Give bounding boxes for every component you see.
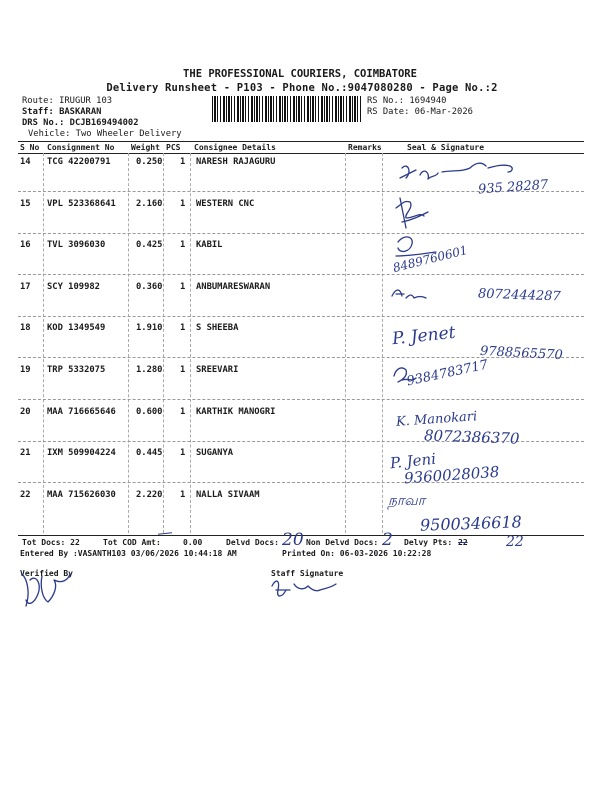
- row-consignee: KARTHIK MANOGRI: [196, 407, 276, 417]
- hw-phone-14: 935 28287: [477, 177, 549, 198]
- pts-struck: 22: [458, 538, 468, 547]
- row-sno: 20: [20, 407, 31, 417]
- verified-signature: [22, 574, 70, 606]
- row-sno: 14: [20, 157, 31, 167]
- row-weight: 2.160: [136, 199, 163, 209]
- row-pcs: 1: [180, 157, 186, 167]
- row-sno: 16: [20, 240, 31, 250]
- tot-cod-label: Tot COD Amt:: [103, 538, 161, 547]
- row-weight: 1.280: [136, 365, 163, 375]
- row-consignee: SUGANYA: [196, 448, 234, 458]
- rs-date: RS Date: 06-Mar-2026: [367, 107, 473, 117]
- col-signature: Seal & Signature: [407, 143, 485, 152]
- hw-delvd: 20: [282, 530, 304, 550]
- row-consignment: TRP 5332075: [47, 365, 106, 375]
- delvd-label: Delvd Docs:: [226, 538, 279, 547]
- staff-signature-label: Staff Signature: [271, 569, 344, 578]
- vehicle-label: Vehicle: Two Wheeler Delivery: [28, 129, 182, 139]
- row-consignee: NARESH RAJAGURU: [196, 157, 276, 167]
- row-pcs: 1: [180, 199, 186, 209]
- row-consignee: KABIL: [196, 240, 223, 250]
- row-pcs: 1: [180, 323, 186, 333]
- row-consignee: WESTERN CNC: [196, 199, 255, 209]
- company-title: THE PROFESSIONAL COURIERS, COIMBATORE: [183, 68, 417, 80]
- hw-tamil-22: நாவா: [388, 493, 426, 509]
- row-consignment: IXM 509904224: [47, 448, 116, 458]
- printed-on: Printed On: 06-03-2026 10:22:28: [282, 549, 432, 558]
- row-consignment: TVL 3096030: [47, 240, 106, 250]
- row-consignment: VPL 523368641: [47, 199, 116, 209]
- hw-phone-21: 9360028038: [403, 462, 500, 488]
- row-consignee: ANBUMARESWARAN: [196, 282, 271, 292]
- hw-pts: 22: [506, 534, 524, 550]
- row-sno: 21: [20, 448, 31, 458]
- row-consignment: KOD 1349549: [47, 323, 106, 333]
- hw-name-21: P. Jeni: [389, 449, 437, 473]
- hw-phone-17: 8072444287: [477, 286, 561, 305]
- row-sno: 17: [20, 282, 31, 292]
- row-sno: 18: [20, 323, 31, 333]
- row-weight: 2.220: [136, 490, 163, 500]
- col-pcs: PCS: [166, 143, 181, 152]
- row-sno: 19: [20, 365, 31, 375]
- row-pcs: 1: [180, 365, 186, 375]
- hw-name-20: K. Manokari: [395, 409, 478, 430]
- row-consignee: S SHEEBA: [196, 323, 239, 333]
- verified-by: Verified By: [20, 569, 73, 578]
- col-weight: Weight: [131, 143, 160, 152]
- drs-label: DRS No.: DCJB169494002: [22, 118, 139, 128]
- col-consignment: Consignment No: [47, 143, 115, 152]
- tot-cod-value: 0.00: [183, 538, 203, 547]
- row-pcs: 1: [180, 240, 186, 250]
- row-weight: 0.600: [136, 407, 163, 417]
- row-consignment: SCY 109982: [47, 282, 100, 292]
- row-consignment: TCG 42200791: [47, 157, 111, 167]
- hw-phone-20: 8072386370: [423, 426, 520, 448]
- hw-phone-16: 8489760601: [391, 242, 469, 276]
- runsheet-title: Delivery Runsheet - P103 - Phone No.:9047080280 - Page No.:2: [106, 82, 498, 94]
- hw-nondelvd: 2: [382, 530, 393, 550]
- pts-label: Delvy Pts:: [404, 538, 453, 547]
- nondelvd-label: Non Delvd Docs:: [306, 538, 379, 547]
- row-consignment: MAA 716665646: [47, 407, 116, 417]
- row-weight: 0.250: [136, 157, 163, 167]
- hw-phone-18: 9788565570: [479, 343, 564, 364]
- staff-signature: [272, 581, 336, 596]
- hw-name-18: P. Jenet: [391, 322, 457, 350]
- row-pcs: 1: [180, 407, 186, 417]
- row-sno: 22: [20, 490, 31, 500]
- row-consignee: NALLA SIVAAM: [196, 490, 260, 500]
- row-weight: 0.445: [136, 448, 163, 458]
- row-pcs: 1: [180, 282, 186, 292]
- hw-phone-22: 9500346618: [419, 512, 523, 535]
- tot-docs: Tot Docs: 22: [22, 538, 80, 547]
- col-sno: S No: [20, 143, 40, 152]
- row-sno: 15: [20, 199, 31, 209]
- row-pcs: 1: [180, 448, 186, 458]
- row-consignment: MAA 715626030: [47, 490, 116, 500]
- row-weight: 0.360: [136, 282, 163, 292]
- route-label: Route: IRUGUR 103: [22, 96, 113, 106]
- row-consignee: SREEVARI: [196, 365, 239, 375]
- col-remarks: Remarks: [348, 143, 382, 152]
- row-weight: 1.910: [136, 323, 163, 333]
- col-consignee: Consignee Details: [194, 143, 276, 152]
- row-pcs: 1: [180, 490, 186, 500]
- staff-label: Staff: BASKARAN: [22, 107, 102, 117]
- entered-by: Entered By :VASANTH103 03/06/2026 10:44:18 AM: [20, 549, 237, 558]
- row-weight: 0.425: [136, 240, 163, 250]
- rs-no: RS No.: 1694940: [367, 96, 447, 106]
- hw-phone-19: 9384783717: [405, 357, 490, 390]
